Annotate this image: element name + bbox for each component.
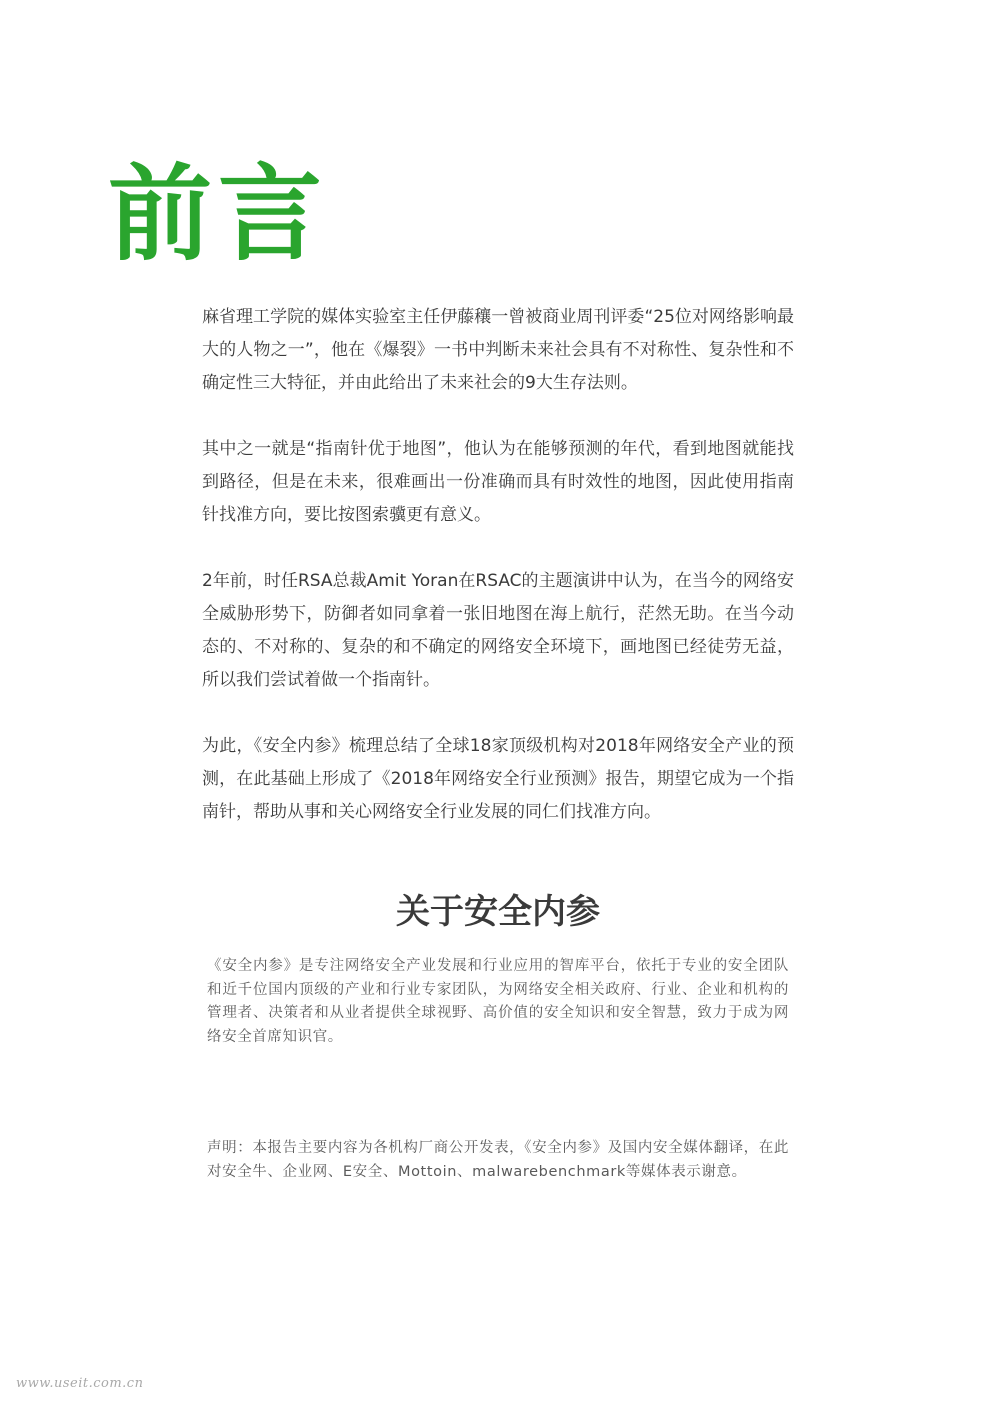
about-heading: 关于安全内参 [396,892,600,932]
page-title: 前言 [108,152,329,275]
statement: 声明：本报告主要内容为各机构厂商公开发表，《安全内参》及国内安全媒体翻译，在此对安全牛、企业网、E安全、Mottoin、malwarebenchmark等媒体表示谢意。 [207,1140,789,1180]
preface-paragraph-1: 麻省理工学院的媒体实验室主任伊藤穰一曾被商业周刊评委“25位对网络影响最大的人物之一”，他在《爆裂》一书中判断未来社会具有不对称性、复杂性和不确定性三大特征，并由此给出了未来社会的9大生存法则。 [202,307,794,393]
preface-paragraph-4: 为此，《安全内参》梳理总结了全球18家顶级机构对2018年网络安全产业的预测，在此基础上形成了《2018年网络安全行业预测》报告，期望它成为一个指南针，帮助从事和关心网络安全行业发展的同仁们找准方向。 [202,736,794,822]
preface-paragraph-2: 其中之一就是“指南针优于地图”，他认为在能够预测的年代，看到地图就能找到路径，但是在未来，很难画出一份准确而具有时效性的地图，因此使用指南针找准方向，要比按图索骥更有意义。 [202,439,794,525]
preface-paragraph-3: 2年前，时任RSA总裁Amit Yoran在RSAC的主题演讲中认为，在当今的网络安全威胁形势下，防御者如同拿着一张旧地图在海上航行，茫然无助。在当今动态的、不对称的、复杂的和不确定的网络安全环境下，画地图已经徒劳无益，所以我们尝试着做一个指南针。 [202,571,794,690]
preface-section [202,301,794,862]
watermark: www.useit.com.cn [16,1376,144,1391]
about-body: 《安全内参》是专注网络安全产业发展和行业应用的智库平台，依托于专业的安全团队和近千位国内顶级的产业和行业专家团队，为网络安全相关政府、行业、企业和机构的管理者、决策者和从业者提供全球视野、高价值的安全知识和安全智慧，致力于成为网络安全首席知识官。 [207,958,789,1045]
